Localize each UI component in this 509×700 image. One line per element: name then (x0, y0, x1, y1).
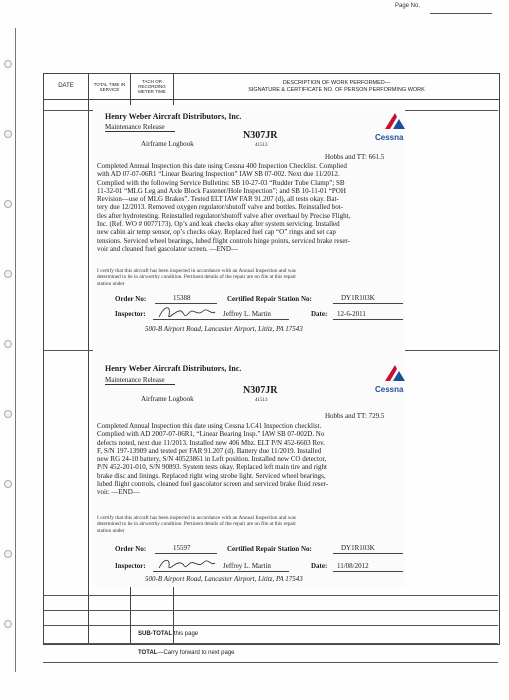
hobbs-time: Hobbs and TT: 729.5 (325, 412, 385, 420)
order-number: 15388 (173, 294, 191, 302)
text-line: Complied with the following Service Bulletins: SB 10-27-03 “Rudder Tube Clamp”; SB (97, 178, 345, 187)
work-description (97, 422, 405, 497)
punch-hole (4, 620, 12, 628)
inspector-underline (153, 319, 289, 320)
total-label: TOTAL (138, 650, 158, 656)
serial-number: 41513 (255, 143, 268, 148)
text-line: Completed Annual Inspection this date using Cessna LC41 Inspection checklist. (97, 422, 322, 430)
text-line: Inc. (Ref. WO # 0077173). Op’s and leak checks okay after system servicing. Installed (97, 220, 340, 229)
inspector-label: Inspector: (115, 310, 146, 318)
text-line: I certify that this aircraft has been inspected in accordance with an Annual Inspection and was (97, 515, 296, 521)
date-underline (333, 319, 403, 320)
maintenance-sticker (93, 105, 405, 357)
repair-station-number: DY1R103K (341, 294, 375, 302)
inspector-signature-icon (157, 303, 217, 323)
cessna-logo-icon (383, 363, 407, 383)
tail-number: N307JR (243, 130, 278, 141)
maintenance-release-label: Maintenance Release (105, 376, 175, 385)
company-name: Henry Weber Aircraft Distributors, Inc. (105, 112, 242, 121)
header-desc-line2: SIGNATURE & CERTIFICATE NO. OF PERSON PERFORMING WORK (248, 86, 425, 93)
punch-hole (4, 130, 12, 138)
inspector-name: Jeffrey L. Martin (223, 310, 271, 318)
text-line: tery due 12/2013. Removed oxygen regulator/shutoff valve and bottles. Reinstalled bot- (97, 203, 343, 212)
text-line: determined to be in airworthy condition. Pertinent details of the repair are on file at this repair (97, 274, 297, 281)
text-line: brake disc and linings. Replaced right wing strobe light. Serviced wheel bearings, (97, 471, 326, 480)
page-number-line (430, 13, 492, 14)
punch-hole (4, 60, 12, 68)
text-line: Completed Annual Inspection this date using Cessna 400 Inspection Checklist. Complied (97, 162, 347, 170)
company-name: Henry Weber Aircraft Distributors, Inc. (105, 364, 242, 373)
inspection-date: 12-6-2011 (337, 310, 366, 318)
work-description (97, 162, 405, 253)
header-tach: TACH OR RECORDING METER TIME (131, 74, 174, 99)
inspector-signature-icon (157, 555, 217, 575)
cessna-logo-icon (383, 111, 407, 131)
inspector-underline (153, 571, 289, 572)
punch-hole (4, 270, 12, 278)
text-line: tensions. Serviced wheel bearings, lubed flight controls hinge points, serviced brake reser- (97, 236, 350, 245)
maintenance-release-label: Maintenance Release (105, 123, 175, 132)
date-label: Date: (311, 562, 328, 570)
text-line: with AD 07-07-06R1 “Linear Bearing Inspection” IAW SB 07-002. Next due 11/2012. (97, 170, 340, 179)
text-line: Complied with AD 2007-07-06R1, “Linear Bearing Insp.” IAW SB 07-002D. No (97, 430, 325, 439)
repair-underline (333, 303, 403, 304)
text-line: new RG 24-10 battery, S/N 40523861 in Left position. Installed new CO detector, (97, 455, 327, 464)
punch-hole (4, 410, 12, 418)
date-underline (333, 571, 403, 572)
inspector-name: Jeffrey L. Martin (223, 562, 271, 570)
hobbs-time: Hobbs and TT: 661.5 (325, 153, 385, 161)
punch-hole (4, 200, 12, 208)
punch-hole (4, 340, 12, 348)
header-desc-line1: DESCRIPTION OF WORK PERFORMED— (282, 79, 391, 86)
header-date: DATE (44, 74, 89, 99)
footer-rule (43, 643, 498, 644)
column-rule-date (88, 98, 89, 643)
text-line: station under (97, 527, 125, 534)
subtotal-rest: this page (173, 631, 199, 637)
logbook-label: Airframe Logbook (141, 140, 194, 148)
total-rest: —Carry forward to next page (157, 650, 235, 656)
text-line: station under (97, 280, 125, 287)
text-line: tles after hydrotesting. Reinstalled regulator/shutoff valve after overhaul by Precise Flight, (97, 211, 351, 220)
order-underline (155, 553, 217, 554)
logbook-label: Airframe Logbook (141, 395, 194, 403)
total-row (138, 650, 235, 656)
text-line: F, S/N 197-13909 and tested per FAR 91.207 (d). Battery due 11/2019. Installed (97, 446, 322, 455)
ruled-line (43, 625, 498, 626)
tail-number: N307JR (243, 385, 278, 396)
header-total-time: TOTAL TIME IN SERVICE (89, 74, 131, 99)
cessna-wordmark: Cessna (375, 385, 404, 394)
maintenance-sticker (93, 355, 405, 587)
header-description (174, 74, 499, 99)
text-line: defects noted, next due 11/2013. Installed new 406 Mhz. ELT P/N 452-6603 Rev. (97, 438, 325, 447)
order-number-label: Order No: (115, 295, 147, 303)
repair-underline (333, 553, 403, 554)
text-line: lubed flight controls, cleaned fuel gascolator screen and serviced brake fluid reser- (97, 480, 329, 489)
repair-station-label: Certified Repair Station No: (227, 295, 312, 303)
certification-statement (97, 268, 405, 287)
binding-margin-line (15, 28, 16, 672)
punch-hole (4, 550, 12, 558)
certification-statement (97, 515, 405, 534)
text-line: determined to be in airworthy condition. Pertinent details of the repair are on file at this repair (97, 521, 297, 528)
repair-station-number: DY1R103K (341, 544, 375, 552)
text-line: 11-32-01 “MLG Leg and Axle Block Fastener/Hole Inspection”; and SB 10-11-01 “POH (97, 186, 346, 195)
shop-address: 500-B Airport Road, Lancaster Airport, Lititz, PA 17543 (145, 575, 303, 583)
shop-address: 500-B Airport Road, Lancaster Airport, Lititz, PA 17543 (145, 325, 303, 333)
text-line: voir and cleaned fuel gascolator screen. —END— (97, 244, 238, 253)
order-number-label: Order No: (115, 545, 147, 553)
date-label: Date: (311, 310, 328, 318)
ruled-line (43, 610, 498, 611)
inspection-date: 11/08/2012 (337, 562, 369, 570)
text-line: I certify that this aircraft has been inspected in accordance with an Annual Inspection and was (97, 268, 296, 274)
inspector-label: Inspector: (115, 562, 146, 570)
text-line: new cabin air temp sensor, op’s checks okay. Replaced fuel cap “O” rings and set cap (97, 228, 336, 237)
page-number-label: Page No. (395, 3, 421, 9)
text-line: Revision—use of MLG Brakes”. Tested ELT IAW FAR 91.207 (d), all tests okay. Bat- (97, 195, 339, 204)
subtotal-label: SUB-TOTAL (138, 631, 173, 637)
ledger-header (43, 73, 500, 100)
order-number: 15597 (173, 544, 191, 552)
footer-rule (43, 662, 498, 663)
ruled-line (43, 595, 498, 596)
subtotal-row (138, 631, 198, 637)
serial-number: 41513 (255, 398, 268, 403)
repair-station-label: Certified Repair Station No: (227, 545, 312, 553)
text-line: voir. —END— (97, 488, 140, 497)
text-line: P/N 452-201-010, S/N 90893. System tests okay. Replaced left main tire and right (97, 463, 327, 472)
punch-hole (4, 480, 12, 488)
cessna-wordmark: Cessna (375, 133, 404, 142)
